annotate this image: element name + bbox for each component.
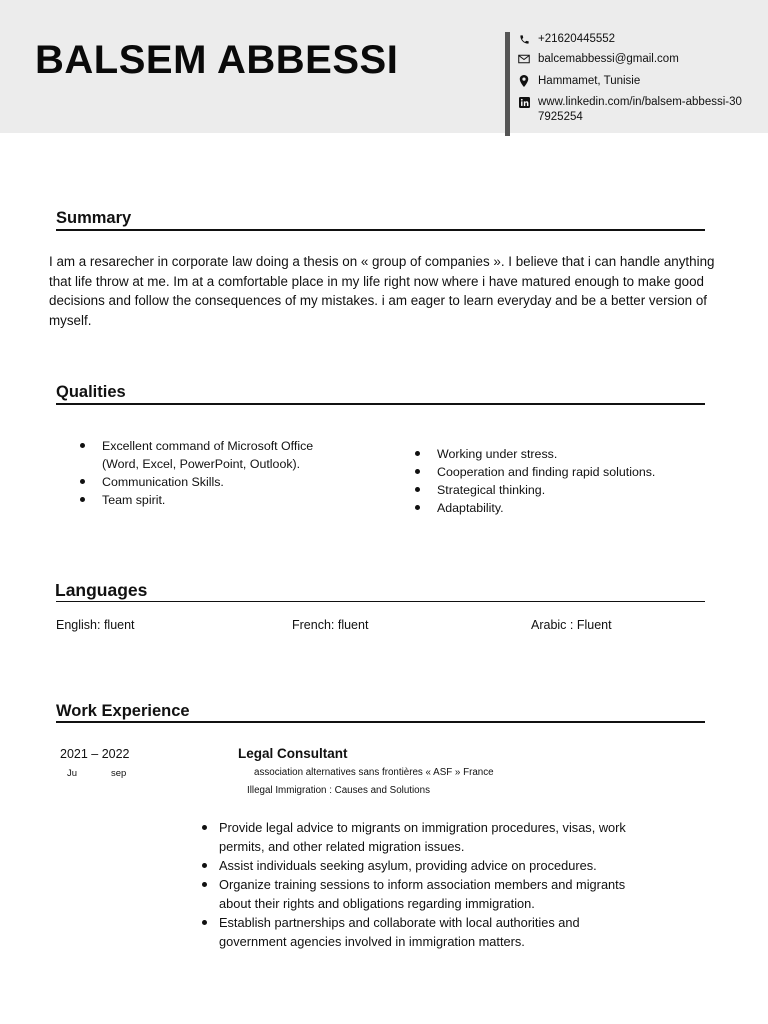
experience-duties-list [196,818,626,951]
contact-location [518,74,743,89]
candidate-name: BALSEM ABBESSI [35,38,399,82]
language-french: French: fluent [292,618,369,632]
list-item: Communication Skills. [78,473,348,491]
phone-icon [518,33,530,45]
summary-text: I am a resarecher in corporate law doing a thesis on « group of companies ». I believe that i can handle anything that life throw at me. Im at a comfortable place in my life right now where i have matured enough to make good decisions and follow the consequences of my mistakes. i am eager to learn everyday and be a better version of myself. [49,254,715,328]
experience-organization: association alternatives sans frontières « ASF » France [254,767,494,778]
contact-email-text[interactable]: balcemabbessi@gmail.com [538,53,679,65]
experience-topic: Illegal Immigration : Causes and Solutions [247,785,430,796]
linkedin-icon [518,96,530,108]
summary-heading: Summary [56,209,132,227]
list-item: Adaptability. [413,499,713,517]
contact-linkedin [518,95,743,125]
contact-linkedin-text[interactable]: www.linkedin.com/in/balsem-abbessi-307925254 [538,96,742,123]
list-item: Assist individuals seeking asylum, providing advice on procedures. [196,856,626,875]
list-item: Working under stress. [413,445,713,463]
contact-phone-text: +21620445552 [538,33,616,45]
experience-years: 2021 – 2022 [60,747,130,761]
contact-phone [518,32,743,47]
location-pin-icon [518,75,530,87]
experience-end-month: sep [111,768,127,779]
list-item: Provide legal advice to migrants on immigration procedures, visas, work permits, and other related migration issues. [196,818,626,856]
qualities-list-right [413,445,713,517]
work-experience-heading: Work Experience [56,702,190,720]
experience-role: Legal Consultant [238,746,348,761]
qualities-divider [56,403,705,405]
list-item: Strategical thinking. [413,481,713,499]
list-item: Establish partnerships and collaborate with local authorities and government agencies involved in immigration matters. [196,913,626,951]
qualities-heading: Qualities [56,383,126,401]
work-experience-divider [56,721,705,723]
contact-email [518,52,743,67]
envelope-icon [518,53,530,65]
languages-heading: Languages [55,580,148,600]
contact-location-text: Hammamet, Tunisie [538,75,641,87]
experience-start-month: Ju [67,768,78,779]
list-item: Cooperation and finding rapid solutions. [413,463,713,481]
language-arabic: Arabic : Fluent [531,618,612,632]
list-item: Organize training sessions to inform association members and migrants about their rights and obligations regarding immigration. [196,875,626,913]
list-item: Excellent command of Microsoft Office (Word, Excel, PowerPoint, Outlook). [78,437,348,473]
resume-header [0,0,768,133]
contact-divider-bar [505,32,510,136]
qualities-list-left [78,437,348,509]
list-item: Team spirit. [78,491,348,509]
language-english: English: fluent [56,618,135,632]
summary-divider [56,229,705,231]
languages-divider [56,601,705,602]
